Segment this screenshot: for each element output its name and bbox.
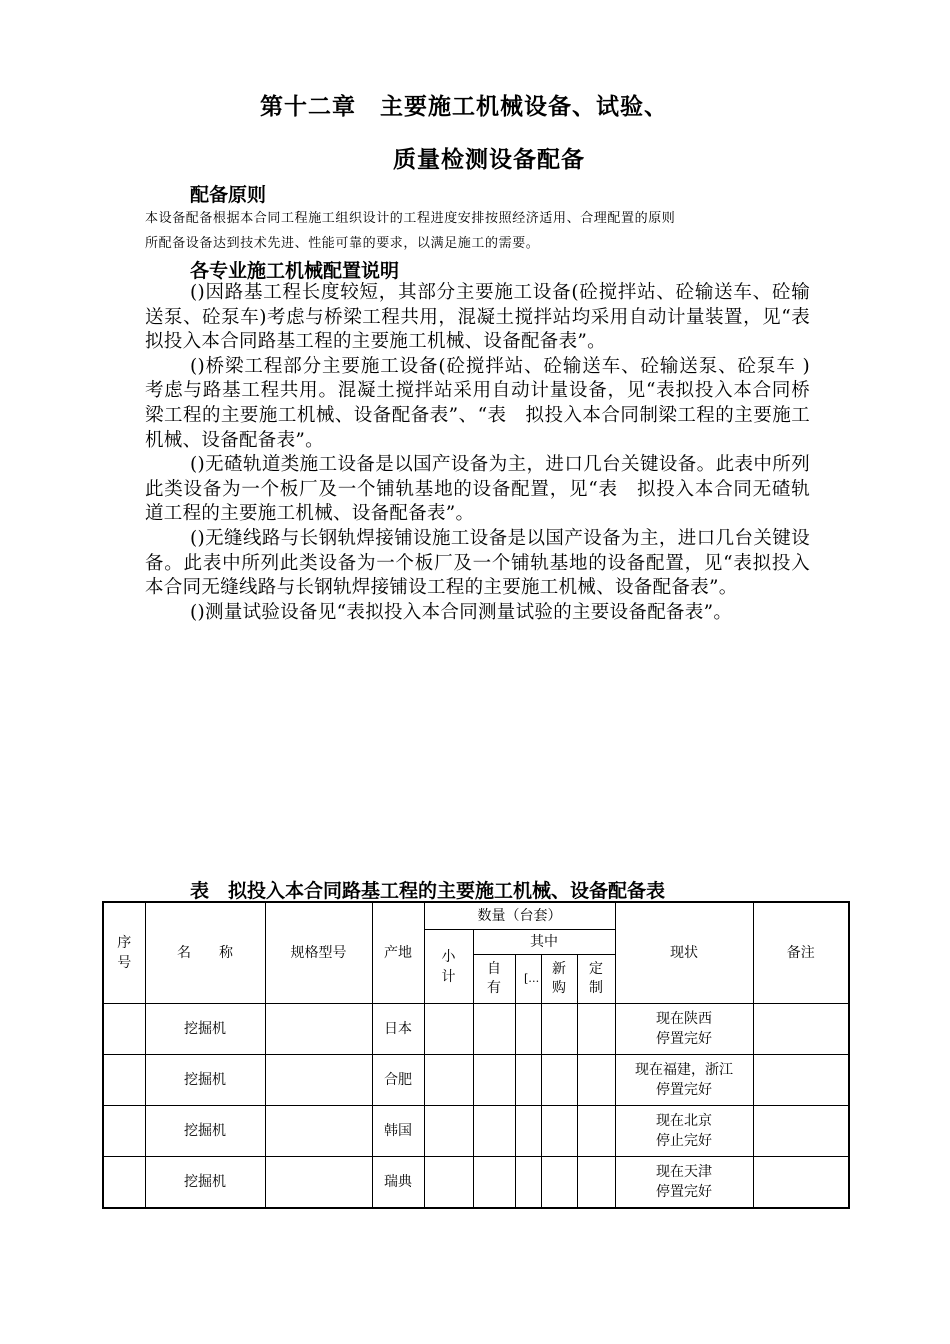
header-subtotal: 小计 [424,930,473,1004]
table-caption: 表 拟投入本合同路基工程的主要施工机械、设备配备表 [190,880,666,902]
cell-custom [577,1157,615,1209]
chapter-title-line1: 第十二章 主要施工机械设备、试验、 [260,94,668,120]
cell-own [473,1106,515,1157]
cell-seq [103,1004,145,1055]
cell-subtotal [424,1055,473,1106]
cell-custom [577,1055,615,1106]
cell-seq [103,1055,145,1106]
cell-origin: 合肥 [372,1055,424,1106]
paragraph-survey: ()测量试验设备见“表拟投入本合同测量试验的主要设备配备表”。 [190,601,733,623]
cell-origin: 瑞典 [372,1157,424,1209]
cell-subtotal [424,1004,473,1055]
table-row [103,1106,849,1157]
cell-own [473,1004,515,1055]
cell-remark [753,1157,849,1209]
header-name: 名 称 [145,902,265,1004]
header-spec: 规格型号 [265,902,372,1004]
cell-spec [265,1004,372,1055]
cell-subtotal [424,1157,473,1209]
table-row [103,1157,849,1209]
header-remark: 备注 [753,902,849,1004]
principles-line1: 本设备配备根据本合同工程施工组织设计的工程进度安排按照经济适用、合理配置的原则 [145,211,676,226]
cell-new [541,1106,577,1157]
cell-remark [753,1004,849,1055]
cell-seq [103,1106,145,1157]
cell-custom [577,1106,615,1157]
section-heading-principles: 配备原则 [190,184,267,206]
equipment-table [102,901,850,1209]
cell-custom [577,1004,615,1055]
header-seq: 序号 [103,902,145,1004]
table-row [103,1055,849,1106]
cell-name: 挖掘机 [145,1157,265,1209]
cell-spec [265,1157,372,1209]
cell-remark [753,1106,849,1157]
cell-status: 现在福建，浙江 停置完好 [615,1055,753,1106]
header-origin: 产地 [372,902,424,1004]
cell-subtotal [424,1106,473,1157]
table-row [103,1004,849,1055]
cell-status: 现在天津 停置完好 [615,1157,753,1209]
cell-lease [515,1106,541,1157]
principles-line2: 所配备设备达到技术先进、性能可靠的要求，以满足施工的需要。 [145,236,540,251]
cell-origin: 日本 [372,1004,424,1055]
cell-status: 现在北京 停止完好 [615,1106,753,1157]
header-quantity: 数量（台套） [424,902,615,930]
cell-lease [515,1004,541,1055]
cell-remark [753,1055,849,1106]
header-custom: 定制 [577,955,615,1004]
paragraph-bridge: ()桥梁工程部分主要施工设备(砼搅拌站、砼输送车、砼输送泵、砼泵车 ) 考虑与路基工程共用。混凝土搅拌站采用自动计量设备，见“表拟投入本合同桥梁工程的主要施工机械、设备配备表”、“表 拟投入本合同制梁工程的主要施工机械、设备配备表”。 [145,355,810,451]
cell-name: 挖掘机 [145,1004,265,1055]
cell-seq [103,1157,145,1209]
header-new-purchase: 新购 [541,955,577,1004]
cell-spec [265,1106,372,1157]
cell-spec [265,1055,372,1106]
paragraph-ballastless: ()无碴轨道类施工设备是以国产设备为主，进口几台关键设备。此表中所列此类设备为一个板厂及一个铺轨基地的设备配置，见“表 拟投入本合同无碴轨道工程的主要施工机械、设备配备表”。 [145,454,810,525]
cell-own [473,1055,515,1106]
cell-name: 挖掘机 [145,1055,265,1106]
header-own: 自有 [473,955,515,1004]
paragraph-roadbed: ()因路基工程长度较短，其部分主要施工设备(砼搅拌站、砼输送车、砼输送泵、砼泵车)考虑与桥梁工程共用，混凝土搅拌站均采用自动计量装置，见“表拟投入本合同路基工程的主要施工机械、设备配备表”。 [145,282,810,353]
cell-new [541,1055,577,1106]
cell-new [541,1004,577,1055]
paragraph-seamless: ()无缝线路与长钢轨焊接铺设施工设备是以国产设备为主，进口几台关键设备。此表中所列此类设备为一个板厂及一个铺轨基地的设备配置，见“表拟投入本合同无缝线路与长钢轨焊接铺设工程的主要施工机械、设备配备表”。 [145,527,810,599]
cell-lease [515,1055,541,1106]
section-heading-config: 各专业施工机械配置说明 [190,260,400,282]
cell-lease [515,1157,541,1209]
header-among: 其中 [473,930,615,955]
cell-name: 挖掘机 [145,1106,265,1157]
cell-new [541,1157,577,1209]
cell-origin: 韩国 [372,1106,424,1157]
header-lease: [… [515,955,541,1004]
cell-own [473,1157,515,1209]
chapter-title-line2: 质量检测设备配备 [393,147,585,173]
config-paragraphs [145,281,810,625]
header-status: 现状 [615,902,753,1004]
cell-status: 现在陕西 停置完好 [615,1004,753,1055]
